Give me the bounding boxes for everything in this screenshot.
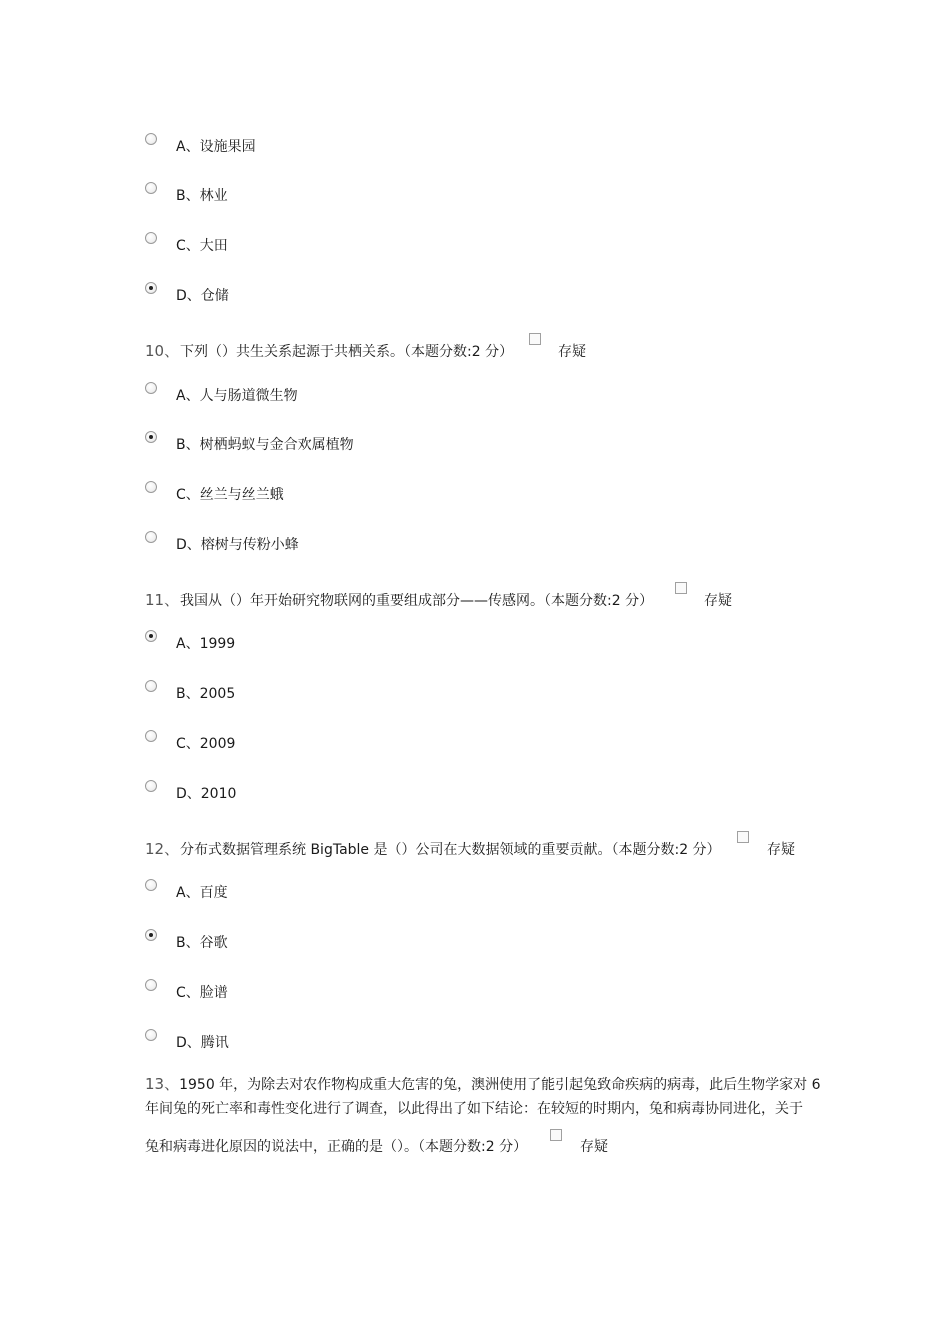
option-label: B、2005 [176, 686, 236, 702]
option-label: A、人与肠道微生物 [176, 388, 298, 404]
q9-option-a[interactable] [145, 133, 745, 163]
question-number: 13、 [145, 1075, 180, 1093]
question-text: 下列（）共生关系起源于共栖关系。（本题分数:2 分） [180, 344, 514, 360]
doubt-label: 存疑 [580, 1139, 608, 1155]
q11-option-b[interactable] [145, 680, 745, 710]
doubt-label: 存疑 [767, 842, 795, 858]
q9-option-b[interactable] [145, 182, 745, 212]
question-number: 11、 [145, 591, 180, 609]
q10-option-d[interactable] [145, 531, 745, 561]
question-10 [145, 340, 845, 364]
option-label: D、仓储 [176, 288, 229, 304]
option-label: C、脸谱 [176, 985, 228, 1001]
question-text-line-1: 1950 年，为除去对农作物构成重大危害的兔，澳洲使用了能引起兔致命疾病的病毒，此后生物学家对 6 [179, 1077, 821, 1093]
radio-button[interactable] [145, 680, 157, 692]
radio-button-selected[interactable] [145, 630, 157, 642]
option-label: C、2009 [176, 736, 236, 752]
question-11 [145, 589, 845, 613]
q9-option-c[interactable] [145, 232, 745, 262]
radio-button[interactable] [145, 730, 157, 742]
question-line-3 [145, 1135, 815, 1159]
doubt-checkbox[interactable] [737, 831, 749, 843]
radio-button[interactable] [145, 133, 157, 145]
option-label: A、设施果园 [176, 139, 256, 155]
q12-option-b[interactable] [145, 929, 745, 959]
option-label: D、2010 [176, 786, 237, 802]
option-label: D、榕树与传粉小蜂 [176, 537, 299, 553]
doubt-label: 存疑 [558, 344, 586, 360]
option-label: B、谷歌 [176, 935, 228, 951]
radio-button[interactable] [145, 382, 157, 394]
question-text: 分布式数据管理系统 BigTable 是（）公司在大数据领域的重要贡献。（本题分数:2 分） [180, 842, 721, 858]
question-line-1 [145, 1072, 821, 1097]
doubt-checkbox[interactable] [550, 1129, 562, 1141]
question-number: 12、 [145, 840, 180, 858]
radio-button[interactable] [145, 182, 157, 194]
q10-option-a[interactable] [145, 382, 745, 412]
radio-button[interactable] [145, 979, 157, 991]
question-text: 我国从（）年开始研究物联网的重要组成部分——传感网。（本题分数:2 分） [180, 593, 654, 609]
q11-option-c[interactable] [145, 730, 745, 760]
option-label: C、大田 [176, 238, 228, 254]
q9-option-d[interactable] [145, 282, 745, 312]
doubt-label: 存疑 [704, 593, 732, 609]
radio-button[interactable] [145, 780, 157, 792]
radio-button[interactable] [145, 232, 157, 244]
option-label: C、丝兰与丝兰蛾 [176, 487, 284, 503]
radio-button[interactable] [145, 1029, 157, 1041]
question-12 [145, 838, 845, 862]
option-label: D、腾讯 [176, 1035, 229, 1051]
question-13 [145, 1072, 821, 1159]
radio-button[interactable] [145, 531, 157, 543]
q10-option-b[interactable] [145, 431, 745, 461]
radio-button-selected[interactable] [145, 431, 157, 443]
q11-option-a[interactable] [145, 630, 745, 660]
option-label: A、1999 [176, 636, 236, 652]
q10-option-c[interactable] [145, 481, 745, 511]
q11-option-d[interactable] [145, 780, 745, 810]
q12-option-a[interactable] [145, 879, 745, 909]
option-label: B、树栖蚂蚁与金合欢属植物 [176, 437, 354, 453]
q12-option-c[interactable] [145, 979, 745, 1009]
question-text-line-3: 兔和病毒进化原因的说法中，正确的是（）。（本题分数:2 分） [145, 1139, 528, 1155]
doubt-checkbox[interactable] [675, 582, 687, 594]
q12-option-d[interactable] [145, 1029, 745, 1059]
option-label: A、百度 [176, 885, 228, 901]
radio-button[interactable] [145, 879, 157, 891]
question-text-line-2: 年间兔的死亡率和毒性变化进行了调查，以此得出了如下结论：在较短的时期内，兔和病毒协同进化，关于 [145, 1101, 803, 1117]
option-label: B、林业 [176, 188, 228, 204]
question-number: 10、 [145, 342, 180, 360]
radio-button[interactable] [145, 481, 157, 493]
doubt-checkbox[interactable] [529, 333, 541, 345]
radio-button-selected[interactable] [145, 282, 157, 294]
radio-button-selected[interactable] [145, 929, 157, 941]
